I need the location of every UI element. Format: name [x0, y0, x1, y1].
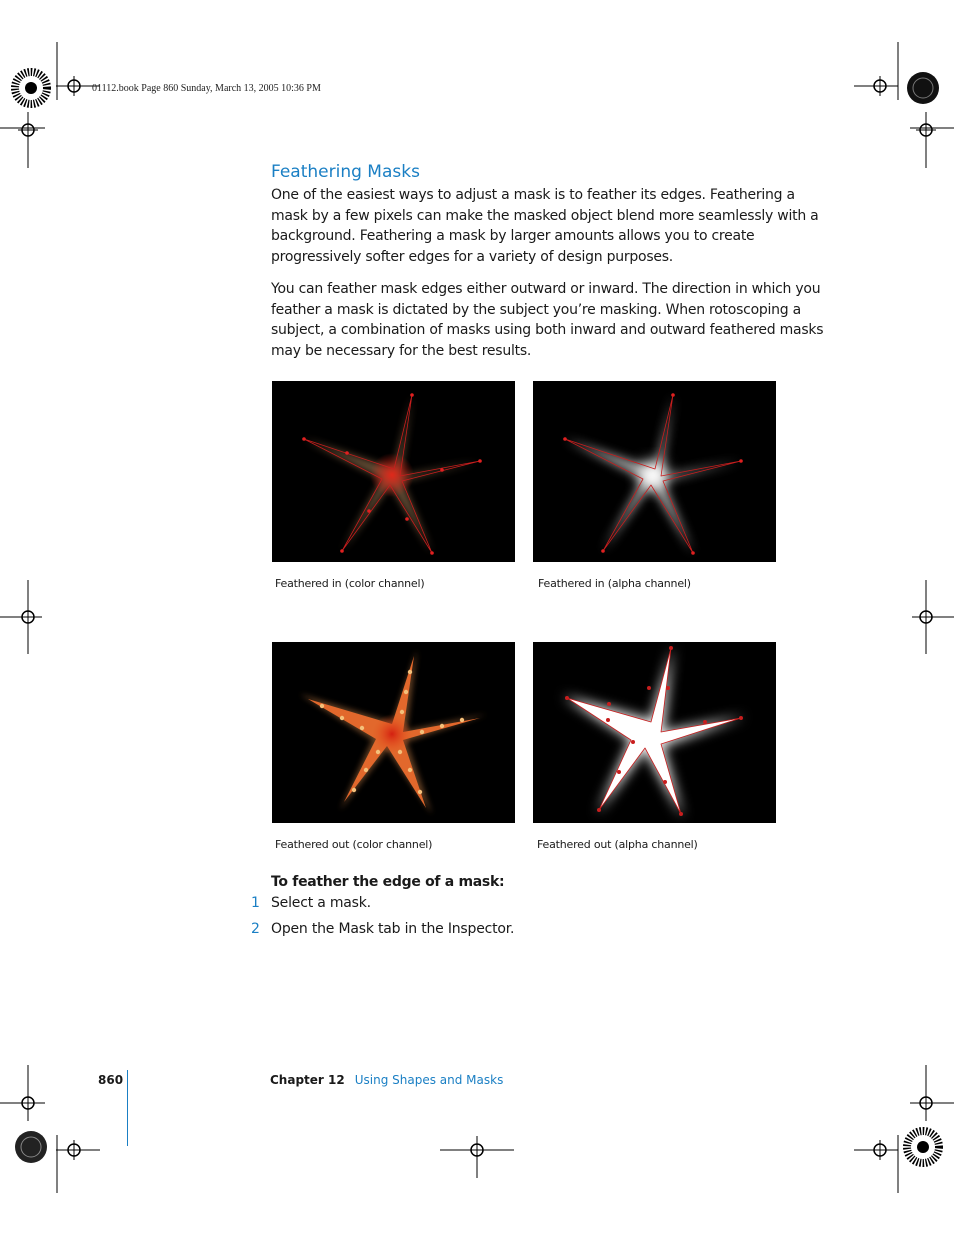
figure-caption: Feathered in (color channel)	[275, 577, 425, 590]
figure-feathered-out-alpha	[533, 642, 776, 823]
chapter-title: Using Shapes and Masks	[354, 1073, 504, 1087]
figure-feathered-out-color	[272, 642, 515, 823]
registration-mark-middle-right	[904, 580, 954, 656]
figure-caption: Feathered out (color channel)	[275, 838, 433, 851]
paragraph-intro	[271, 185, 827, 267]
registration-mark-bottom-center	[440, 1130, 516, 1190]
step-number: 1	[251, 895, 260, 911]
registration-mark-middle-left	[0, 580, 50, 656]
page-number: 860	[98, 1073, 124, 1087]
paragraph-text: You can feather mask edges either outward or inward. The direction in which you feather a mask is dictated by the subject you’re masking. When rotoscoping a subject, a combination of masks using both inward and outward feathered masks may be necessary for the best results.	[271, 281, 824, 359]
paragraph-direction	[271, 279, 827, 361]
step-2	[251, 921, 514, 937]
step-1	[251, 895, 371, 911]
figure-feathered-in-color	[272, 381, 515, 562]
chapter-label: Chapter 12	[270, 1073, 345, 1087]
step-text: Open the Mask tab in the Inspector.	[271, 921, 515, 937]
figure-caption: Feathered out (alpha channel)	[537, 838, 698, 851]
paragraph-text: One of the easiest ways to adjust a mask is to feather its edges. Feathering a mask by a few pixels can make the masked object blend more seamlessly with a background. Feathering a mask by larger amounts allows you to create progressively softer edges for a variety of design purposes.	[271, 187, 819, 265]
figure-caption: Feathered in (alpha channel)	[538, 577, 691, 590]
registration-mark-bottom-left	[0, 1065, 120, 1235]
step-number: 2	[251, 921, 260, 937]
step-text: Select a mask.	[271, 895, 371, 911]
section-title: Feathering Masks	[271, 162, 420, 182]
figure-feathered-in-alpha	[533, 381, 776, 562]
registration-mark-bottom-right	[834, 1065, 954, 1235]
footer-rule	[127, 1070, 128, 1146]
print-header: 01112.book Page 860 Sunday, March 13, 2005 10:36 PM	[92, 83, 321, 94]
task-heading: To feather the edge of a mask:	[271, 874, 505, 890]
registration-mark-top-right	[834, 0, 954, 170]
chapter-footer	[270, 1073, 503, 1087]
